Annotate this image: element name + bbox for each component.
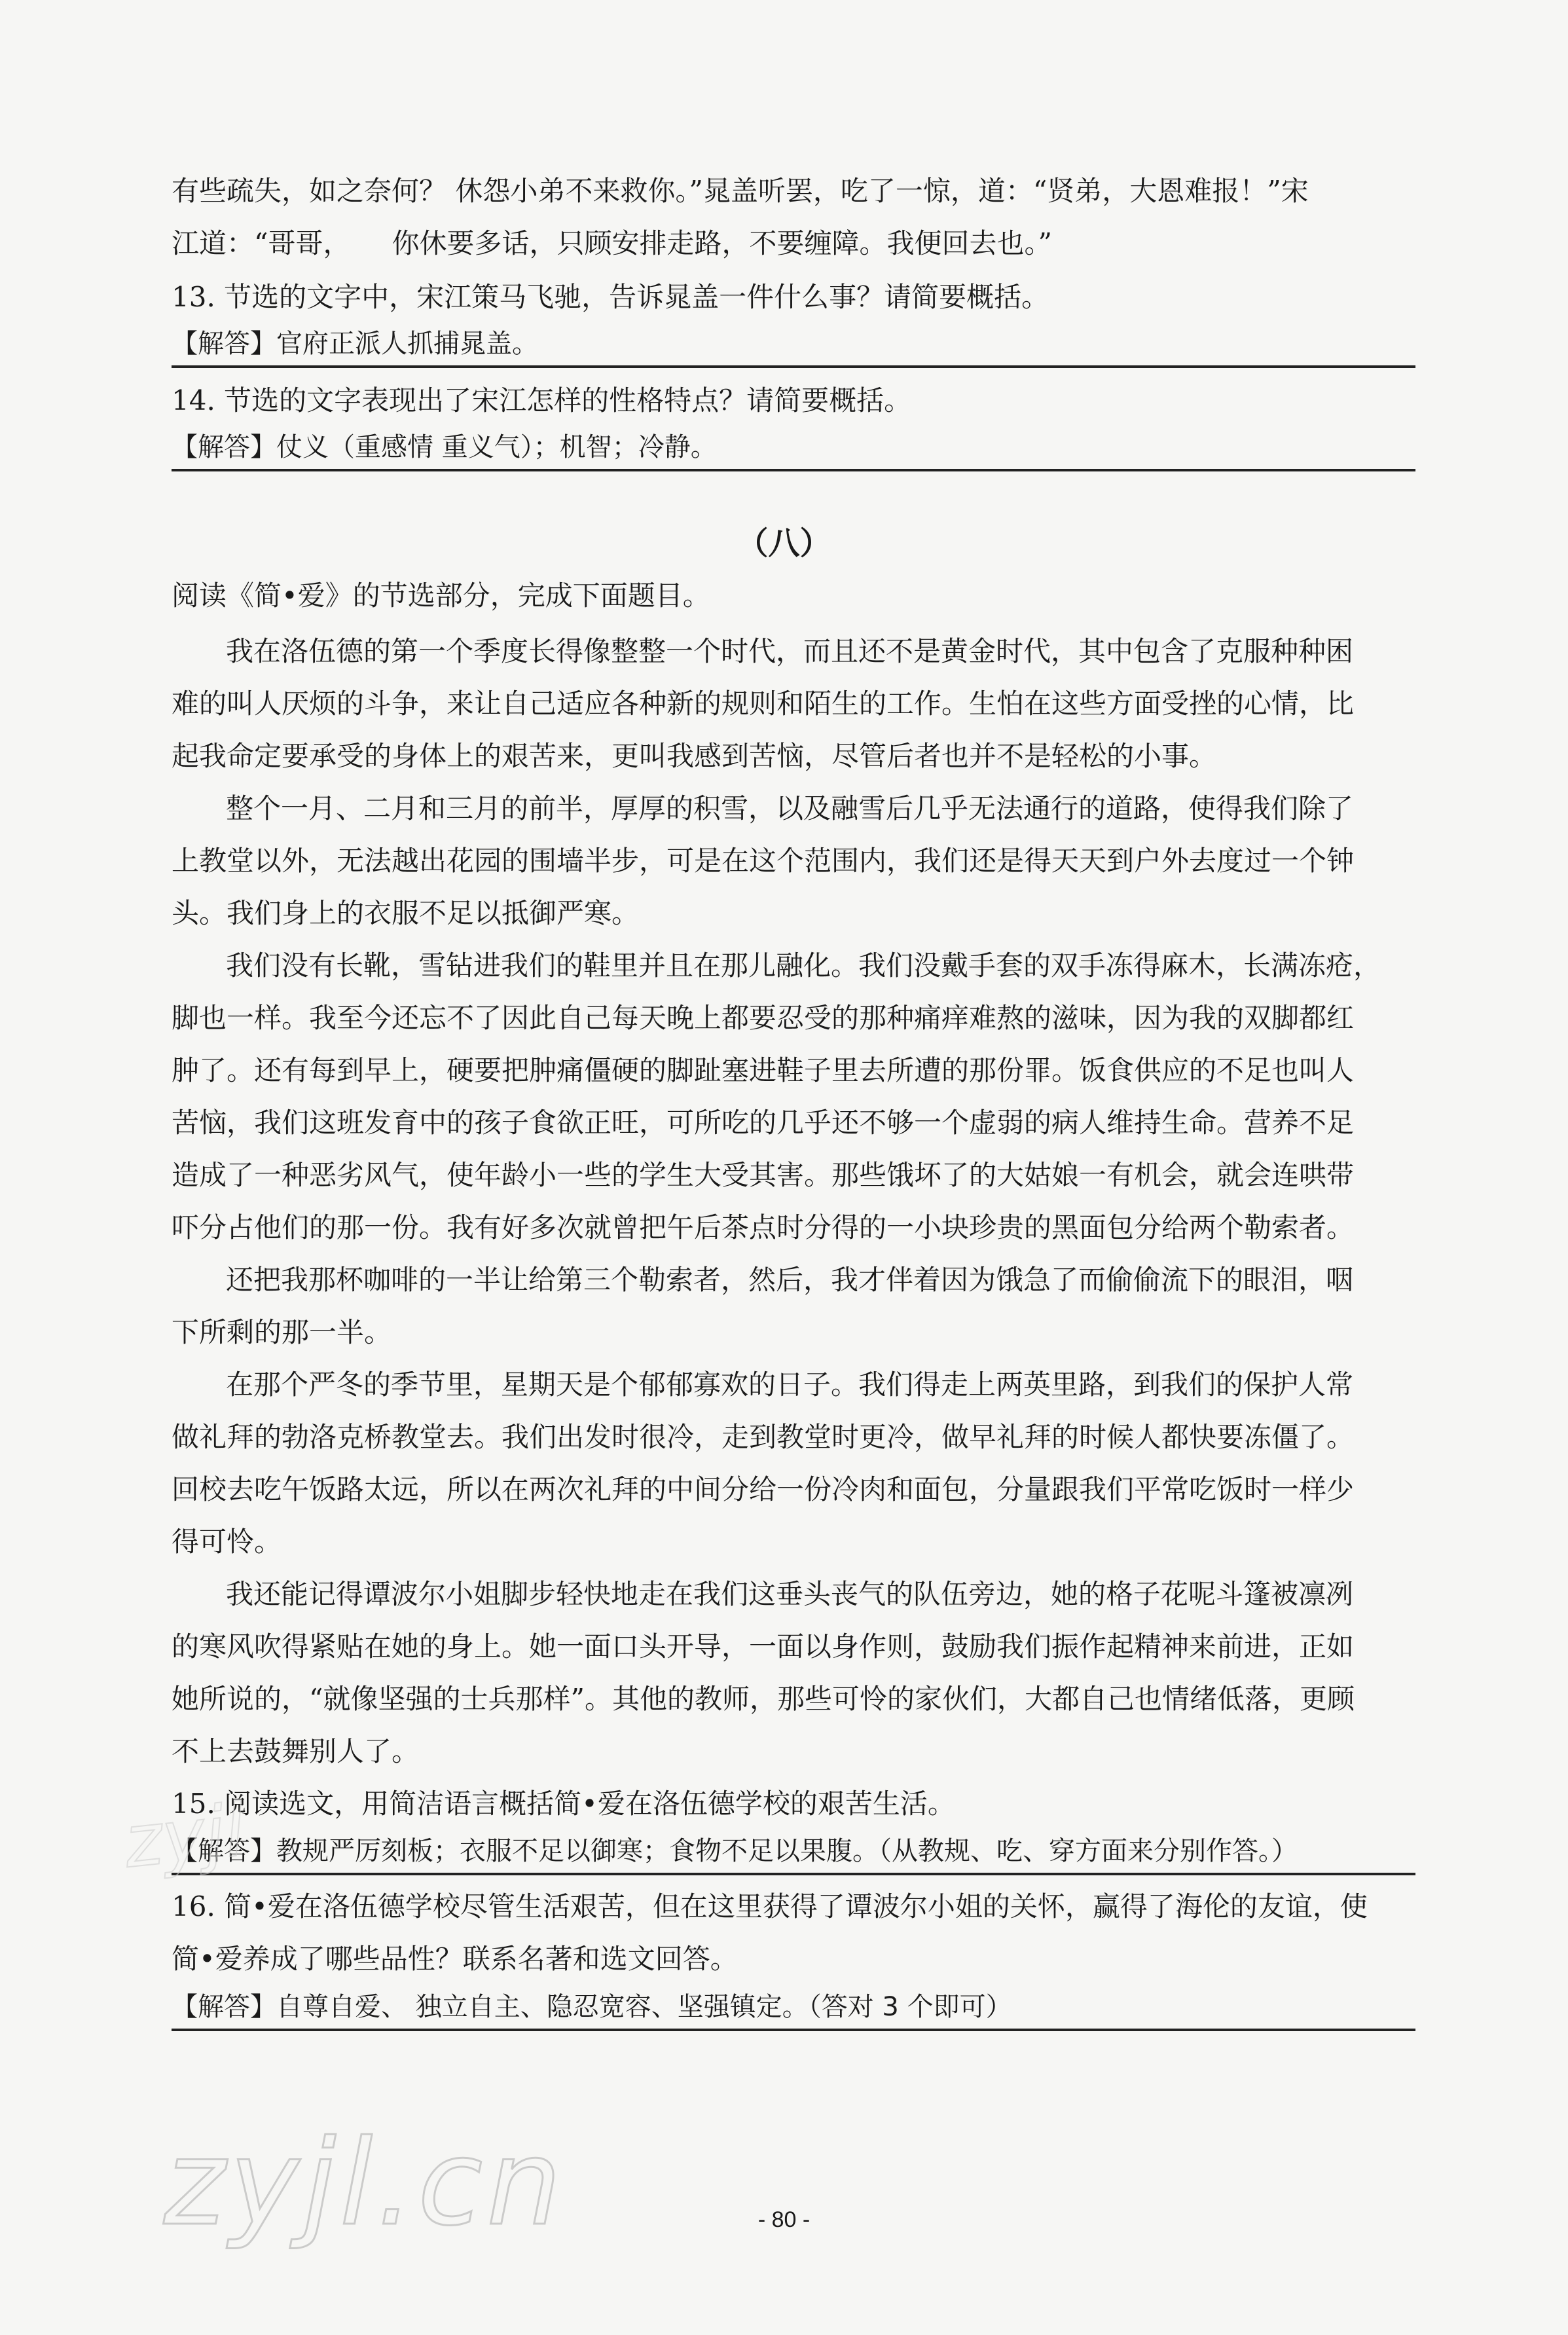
passage-line: 我在洛伍德的第一个季度长得像整整一个时代，而且还不是黄金时代，其中包含了克服种种困 bbox=[226, 635, 1354, 667]
section-title: （八） bbox=[737, 525, 831, 562]
passage-line: 不上去鼓舞别人了。 bbox=[172, 1735, 420, 1767]
passage-line: 的寒风吹得紧贴在她的身上。她一面口头开导，一面以身作则，鼓励我们振作起精神来前进，正如 bbox=[172, 1630, 1355, 1663]
passage-line: 头。我们身上的衣服不足以抵御严寒。 bbox=[172, 897, 640, 929]
passage-line: 还把我那杯咖啡的一半让给第三个勒索者，然后，我才伴着因为饿急了而偷偷流下的眼泪，咽 bbox=[226, 1264, 1354, 1296]
watermark-logo: zyjl bbox=[120, 1788, 249, 1885]
passage-line: 造成了一种恶劣风气，使年龄小一些的学生大受其害。那些饿坏了的大姑娘一有机会，就会连哄带 bbox=[172, 1159, 1355, 1191]
answer-underline bbox=[172, 469, 1415, 471]
answer-underline bbox=[172, 2029, 1415, 2031]
answer-13: 【解答】官府正派人抓捕晁盖。 bbox=[172, 329, 538, 359]
reading-intro: 阅读《简•爱》的节选部分，完成下面题目。 bbox=[172, 579, 710, 612]
passage-line: 脚也一样。我至今还忘不了因此自己每天晚上都要忍受的那种痛痒难熬的滋味，因为我的双脚都红 bbox=[172, 1002, 1355, 1034]
answer-underline bbox=[172, 365, 1415, 368]
passage-line: 我们没有长靴，雪钻进我们的鞋里并且在那儿融化。我们没戴手套的双手冻得麻木，长满冻疮， bbox=[226, 949, 1381, 982]
answer-underline bbox=[172, 1873, 1415, 1875]
watermark-logo: zyjl.cn bbox=[164, 2115, 566, 2252]
passage-line: 我还能记得谭波尔小姐脚步轻快地走在我们这垂头丧气的队伍旁边，她的格子花呢斗篷被凛冽 bbox=[226, 1578, 1354, 1610]
passage-line: 整个一月、二月和三月的前半，厚厚的积雪，以及融雪后几乎无法通行的道路，使得我们除了 bbox=[226, 792, 1354, 824]
answer-16: 【解答】自尊自爱、 独立自主、隐忍宽容、坚强镇定。（答对 3 个即可） bbox=[172, 1992, 1012, 2022]
passage-line: 回校去吃午饭路太远，所以在两次礼拜的中间分给一份冷肉和面包，分量跟我们平常吃饭时一样少 bbox=[172, 1473, 1355, 1505]
question-16: 16. 简•爱在洛伍德学校尽管生活艰苦，但在这里获得了谭波尔小姐的关怀，赢得了海伦的友谊，使 bbox=[172, 1890, 1368, 1922]
passage-line: 在那个严冬的季节里，星期天是个郁郁寡欢的日子。我们得走上两英里路，到我们的保护人常 bbox=[226, 1369, 1354, 1401]
passage-line: 得可怜。 bbox=[172, 1526, 282, 1558]
passage-line: 她所说的，“就像坚强的士兵那样”。其他的教师，那些可怜的家伙们，大都自己也情绪低落，更顾 bbox=[172, 1683, 1355, 1715]
question-15: 15. 阅读选文，用简洁语言概括简•爱在洛伍德学校的艰苦生活。 bbox=[172, 1788, 955, 1820]
question-16: 简•爱养成了哪些品性？联系名著和选文回答。 bbox=[172, 1943, 738, 1975]
passage-line: 苦恼，我们这班发育中的孩子食欲正旺，可所吃的几乎还不够一个虚弱的病人维持生命。营养不足 bbox=[172, 1107, 1355, 1139]
question-13: 13. 节选的文字中，宋江策马飞驰，告诉晁盖一件什么事？请简要概括。 bbox=[172, 281, 1049, 313]
text-line: 江道：“哥哥， 你休要多话，只顾安排走路，不要缠障。我便回去也。” bbox=[172, 227, 1052, 259]
passage-line: 肿了。还有每到早上，硬要把肿痛僵硬的脚趾塞进鞋子里去所遭的那份罪。饭食供应的不足也叫人 bbox=[172, 1054, 1355, 1086]
passage-line: 难的叫人厌烦的斗争，来让自己适应各种新的规则和陌生的工作。生怕在这些方面受挫的心情，比 bbox=[172, 688, 1355, 720]
passage-line: 下所剩的那一半。 bbox=[172, 1316, 392, 1348]
answer-15: 【解答】教规严厉刻板；衣服不足以御寒；食物不足以果腹。（从教规、吃、穿方面来分别作答。） bbox=[172, 1836, 1298, 1866]
passage-line: 做礼拜的勃洛克桥教堂去。我们出发时很冷，走到教堂时更冷，做早礼拜的时候人都快要冻僵了。 bbox=[172, 1421, 1355, 1453]
passage-line: 上教堂以外，无法越出花园的围墙半步，可是在这个范围内，我们还是得天天到户外去度过一个钟 bbox=[172, 845, 1355, 877]
passage-line: 吓分占他们的那一份。我有好多次就曾把午后茶点时分得的一小块珍贵的黑面包分给两个勒索者。 bbox=[172, 1211, 1355, 1243]
passage-line: 起我命定要承受的身体上的艰苦来，更叫我感到苦恼，尽管后者也并不是轻松的小事。 bbox=[172, 740, 1217, 772]
page-number: - 80 - bbox=[757, 2207, 811, 2232]
text-line: 有些疏失，如之奈何？ 休怨小弟不来救你。”晁盖听罢，吃了一惊，道：“贤弟，大恩难报！”宋 bbox=[172, 175, 1309, 207]
question-14: 14. 节选的文字表现出了宋江怎样的性格特点？请简要概括。 bbox=[172, 384, 912, 416]
answer-14: 【解答】仗义（重感情 重义气）；机智；冷静。 bbox=[172, 432, 717, 462]
